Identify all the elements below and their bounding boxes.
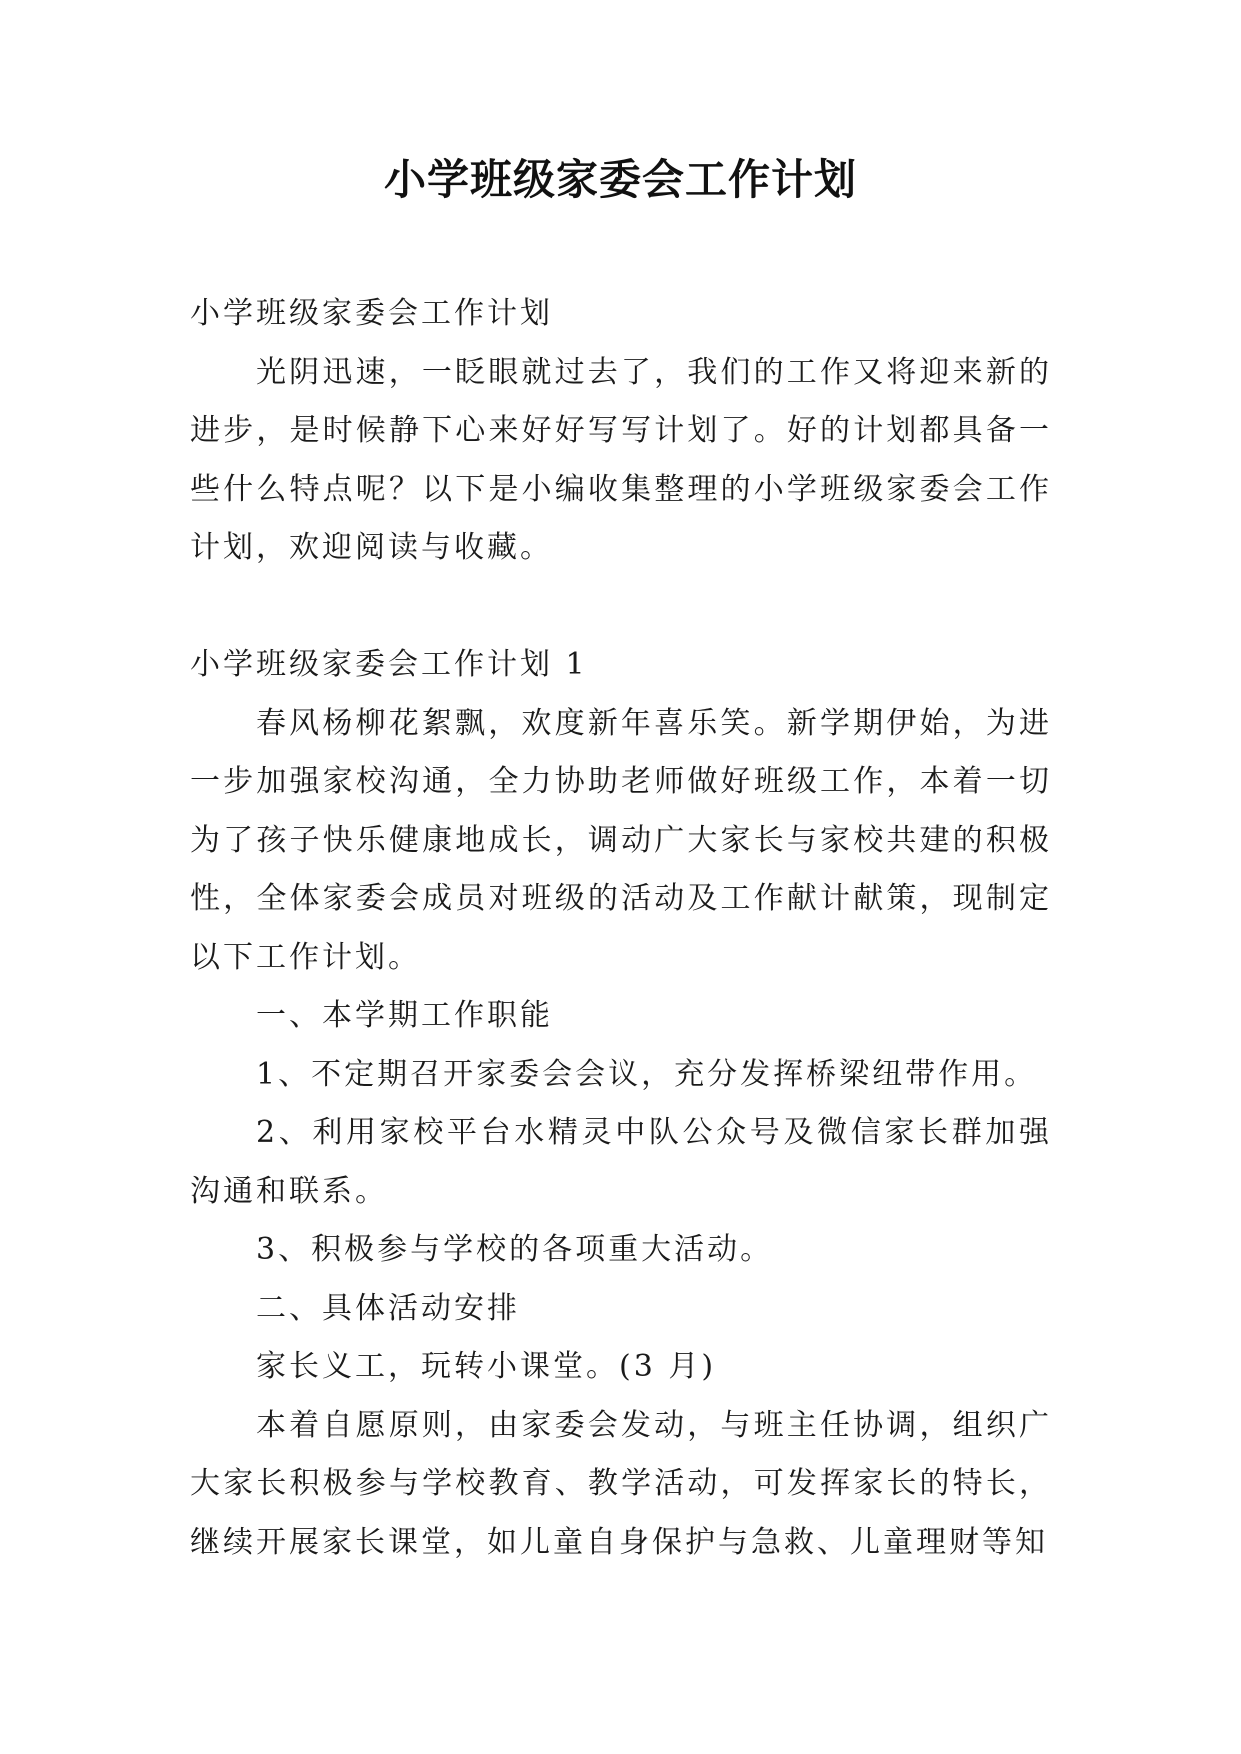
- paragraph-heading-plan-1: 小学班级家委会工作计划 1: [190, 647, 588, 682]
- list-item-duty-1: 1、不定期召开家委会会议，充分发挥桥梁纽带作用。: [256, 1056, 1038, 1092]
- paragraph-gap: [190, 578, 1052, 637]
- section-heading-activities: 二、具体活动安排: [256, 1290, 520, 1326]
- activity-title-march: 家长义工，玩转小课堂。(3 月): [256, 1349, 717, 1384]
- paragraph-intro: 光阴迅速，一眨眼就过去了，我们的工作又将迎来新的进步，是时候静下心来好好写写计划了。好的计划都具备一些什么特点呢？以下是小编收集整理的小学班级家委会工作计划，欢迎阅读与收藏。: [190, 354, 1052, 565]
- paragraph-plan-1-intro: 春风杨柳花絮飘，欢度新年喜乐笑。新学期伊始，为进一步加强家校沟通，全力协助老师做好班级工作，本着一切为了孩子快乐健康地成长，调动广大家长与家校共建的积极性，全体家委会成员对班级的活动及工作献计献策，现制定以下工作计划。: [190, 705, 1052, 975]
- activity-description-march: 本着自愿原则，由家委会发动，与班主任协调，组织广大家长积极参与学校教育、教学活动，可发挥家长的特长，继续开展家长课堂，如儿童自身保护与急救、儿童理财等知: [190, 1407, 1052, 1560]
- document-title: 小学班级家委会工作计划: [383, 155, 857, 204]
- section-heading-duties: 一、本学期工作职能: [256, 998, 553, 1033]
- list-item-duty-3: 3、积极参与学校的各项重大活动。: [256, 1232, 774, 1267]
- list-item-duty-2: 2、利用家校平台水精灵中队公众号及微信家长群加强沟通和联系。: [190, 1115, 1052, 1209]
- document-body: [190, 285, 1052, 1572]
- paragraph-heading-intro: 小学班级家委会工作计划: [190, 296, 553, 331]
